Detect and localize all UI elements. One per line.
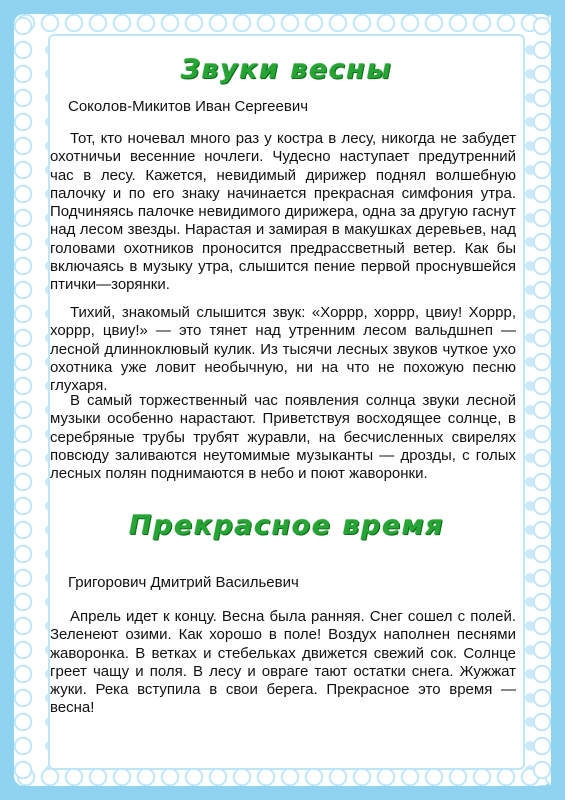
story2-title: Прекрасное время — [128, 510, 445, 541]
lace-border-left — [14, 14, 32, 786]
story1-title: Звуки весны — [180, 54, 393, 85]
story1-paragraph-1: Тот, кто ночевал много раз у костра в лесу, никогда не забудет охотничьи весенние ночлеги. Чудесно наступает предутренний час в лесу. Кажется, невидимый дирижер поднял волшебную палочку и по его знаку начинается прекрасная симфония утра. Подчиняясь палочке невидимого дирижера, одна за другую гаснут над лесом звезды. Нарастая и замирая в макушках деревьев, над головами охотников проносится предрассветный ветер. Как бы включаясь в музыку утра, слышится пение первой проснувшейся птички—зорянки. — [50, 130, 516, 294]
story2-author: Григорович Дмитрий Васильевич — [68, 574, 299, 591]
story2-paragraph-1: Апрель идет к концу. Весна была ранняя. Снег сошел с полей. Зеленеют озими. Как хорошо в поле! Воздух наполнен песнями жаворонка. В ветках и стебельках движется свежий сок. Солнце греет чащу и поля. В лесу и овраге тают остатки снега. Жужжат жуки. Река вступила в свои берега. Прекрасное это время — весна! — [50, 608, 516, 717]
text-panel — [48, 34, 525, 770]
lace-border-right — [533, 14, 551, 786]
story1-paragraph-2: Тихий, знакомый слышится звук: «Хоррр, хоррр, цвиу! Хоррр, хоррр, цвиу!» — это тянет над утренним лесом вальдшнеп — лесной длинноклювый кулик. Из тысячи лесных звуков чуткое ухо охотника уже ловит необычную, ни на что не похожую песню глухаря. — [50, 304, 516, 395]
story1-author: Соколов-Микитов Иван Сергеевич — [68, 98, 309, 115]
lace-border-top — [14, 14, 551, 32]
story1-paragraph-3: В самый торжественный час появления солнца звуки лесной музыки особенно нарастают. Приветствуя восходящее солнце, в серебряные трубы трубят журавли, на бесчисленных свирелях повсюду заливаются неутомимые музыканты — дрозды, с голых лесных полян поднимаются в небо и поют жаворонки. — [50, 392, 516, 483]
lace-border-bottom — [14, 768, 551, 786]
